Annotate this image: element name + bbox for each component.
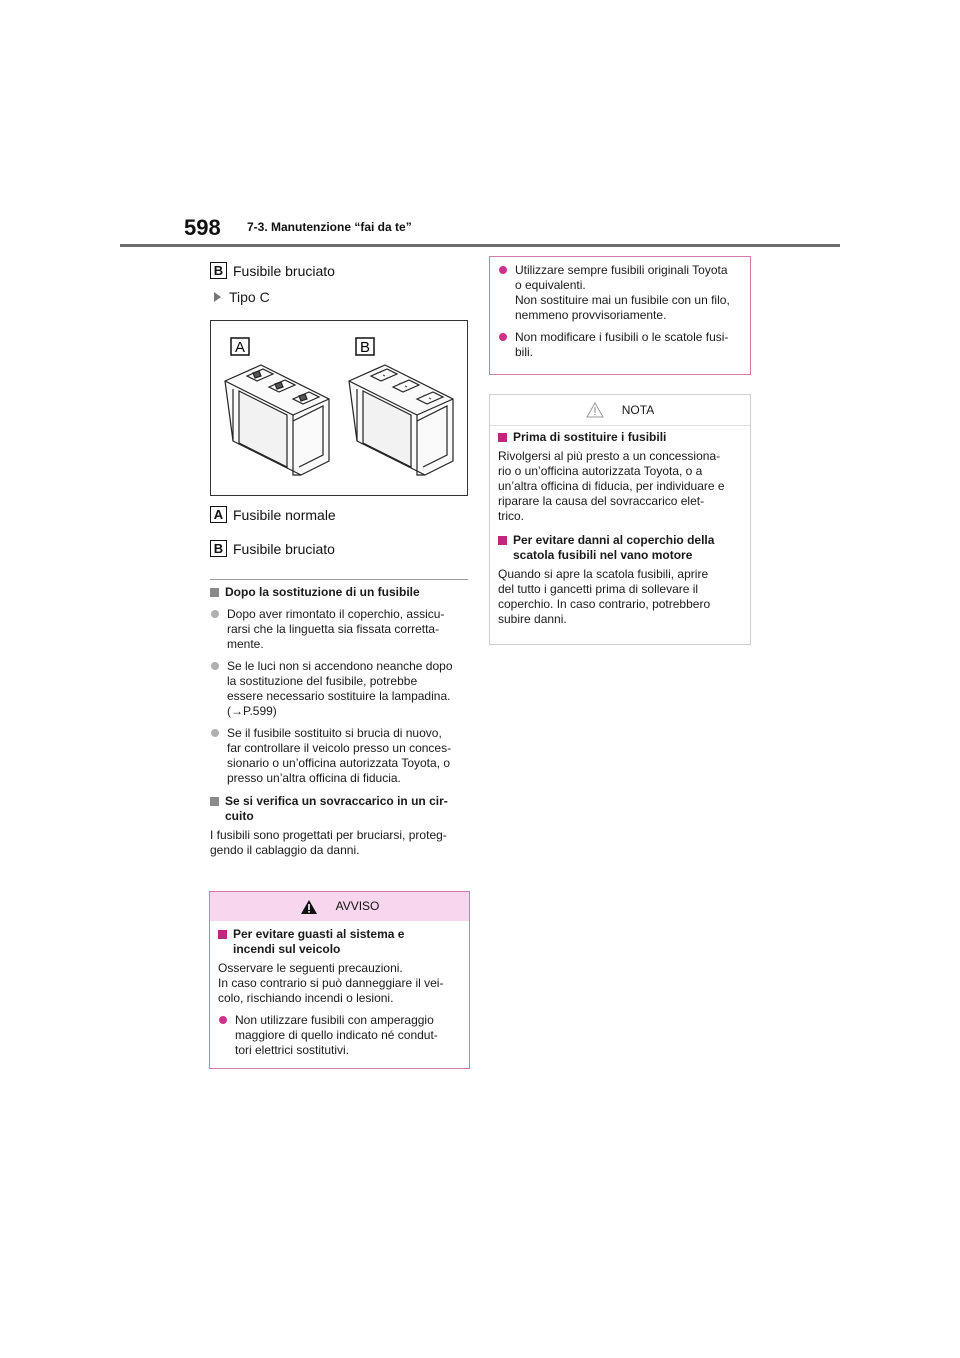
- top-label: [210, 262, 335, 279]
- round-bullet-icon: [219, 1016, 227, 1024]
- round-bullet-icon: [211, 610, 219, 618]
- square-bullet-icon: [210, 797, 219, 806]
- square-bullet-icon: [498, 433, 507, 442]
- round-bullet-icon: [211, 729, 219, 737]
- list-item: Utilizzare sempre fusibili originali Toyota o equivalenti. Non sostituire mai un fusibile con un filo, nemmeno provvisoriamente.: [498, 263, 742, 323]
- tag-b-top: B: [210, 262, 227, 279]
- tag-a: A: [210, 506, 227, 523]
- nota-title: NOTA: [621, 402, 655, 417]
- round-bullet-icon: [499, 333, 507, 341]
- section2-text: I fusibili sono progettati per bruciarsi, proteg- gendo il cablaggio da danni.: [210, 828, 447, 857]
- fuse-a-drawing: [225, 365, 329, 475]
- nota-text-1: Rivolgersi al più presto a un concessiona- rio o un’officina autorizzata Toyota, o a un’altra officina di fiducia, per individuare e riparare la causa del sovraccarico elet- trico.: [498, 449, 725, 523]
- legend-b-text: Fusibile bruciato: [233, 540, 335, 557]
- round-bullet-icon: [499, 266, 507, 274]
- nota-header: [490, 395, 750, 426]
- figure-label-b: B: [359, 339, 371, 356]
- round-bullet-icon: [211, 662, 219, 670]
- list-item: Non utilizzare fusibili con amperaggio maggiore di quello indicato né condut- tori elettrici sostitutivi.: [218, 1013, 461, 1058]
- section-divider: [210, 579, 468, 580]
- figure-label-a: A: [234, 339, 246, 356]
- list-item: Se le luci non si accendono neanche dopo la sostituzione del fusibile, potrebbe essere necessario sostituire la lampadina. (→P.599): [210, 659, 470, 719]
- nota-heading-1: Prima di sostituire i fusibili: [498, 430, 742, 445]
- nota-heading-2: Per evitare danni al coperchio della scatola fusibili nel vano motore: [498, 533, 742, 563]
- list-item: Non modificare i fusibili o le scatole fusi- bili.: [498, 330, 742, 360]
- header-rule: [120, 244, 840, 247]
- section1-heading: Dopo la sostituzione di un fusibile: [210, 585, 470, 600]
- avviso-continuation-box: [489, 256, 751, 375]
- nota-text-2: Quando si apre la scatola fusibili, aprire del tutto i gancetti prima di sollevare il coperchio. In caso contrario, potrebbero subire danni.: [498, 567, 711, 626]
- fuse-illustration: [211, 321, 467, 495]
- chapter-title: 7-3. Manutenzione “fai da te”: [247, 220, 412, 234]
- fuse-figure: [210, 320, 468, 496]
- legend-b: [210, 540, 335, 557]
- nota-box: [489, 394, 751, 645]
- avviso-header: [210, 892, 469, 921]
- triangle-right-icon: [214, 292, 221, 302]
- square-bullet-icon: [498, 536, 507, 545]
- subnav: [214, 289, 270, 305]
- avviso-title: AVVISO: [335, 899, 380, 913]
- caution-triangle-icon: [586, 402, 604, 418]
- top-label-text: Fusibile bruciato: [233, 262, 335, 279]
- tag-b: B: [210, 540, 227, 557]
- avviso-box: [209, 891, 470, 1069]
- warning-triangle-icon: [300, 899, 318, 915]
- left-text-column: [210, 585, 470, 858]
- page-number: 598: [184, 215, 221, 240]
- legend-a: [210, 506, 336, 523]
- fuse-b-drawing: [349, 365, 453, 475]
- avviso-text: Osservare le seguenti precauzioni. In caso contrario si può danneggiare il vei- colo, rischiando incendi o lesioni.: [218, 961, 444, 1005]
- avviso-body: [210, 921, 469, 1058]
- square-bullet-icon: [210, 588, 219, 597]
- nota-body: [490, 426, 750, 627]
- list-item: Se il fusibile sostituito si brucia di nuovo, far controllare il veicolo presso un conces- sionario o un’officina autorizzata Toyota, o presso un’altra officina di fiducia.: [210, 726, 470, 786]
- square-bullet-icon: [218, 930, 227, 939]
- list-item: Dopo aver rimontato il coperchio, assicu- rarsi che la linguetta sia fissata corretta- mente.: [210, 607, 470, 652]
- subnav-text: Tipo C: [229, 289, 270, 305]
- avviso-heading: Per evitare guasti al sistema e incendi sul veicolo: [218, 927, 461, 957]
- legend-a-text: Fusibile normale: [233, 506, 336, 523]
- section2-heading: Se si verifica un sovraccarico in un cir- cuito: [210, 794, 470, 824]
